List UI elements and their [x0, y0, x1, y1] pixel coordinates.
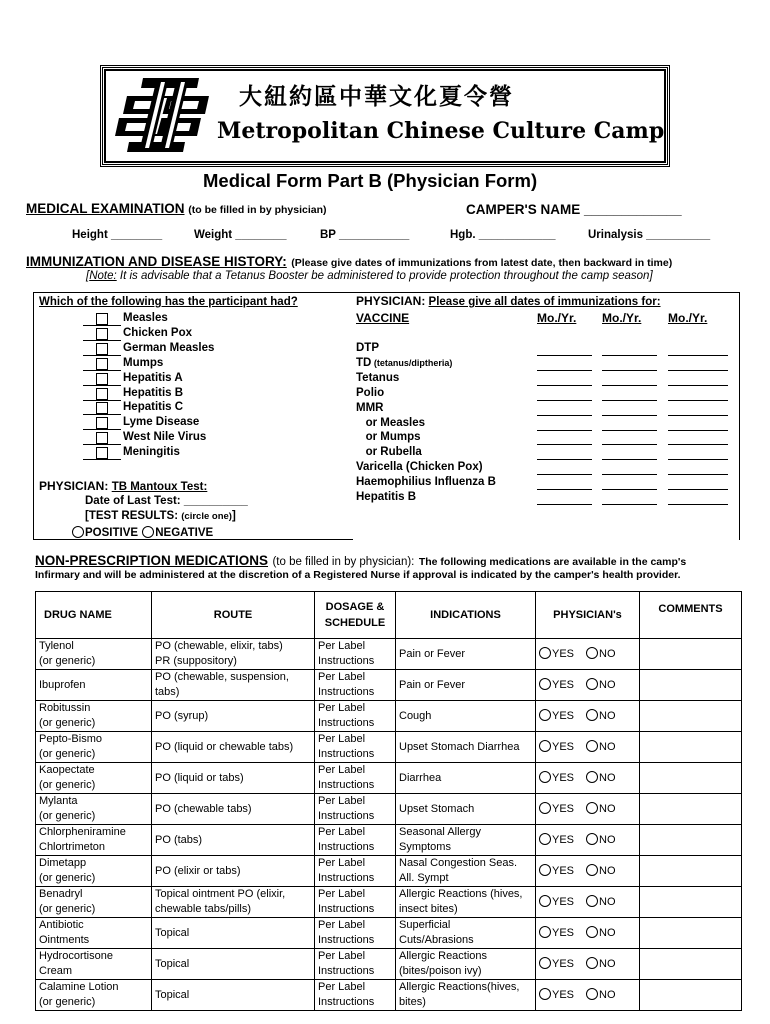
med-exam-row	[26, 201, 327, 216]
negative-label: NEGATIVE	[155, 527, 214, 539]
table-header-row	[36, 592, 742, 639]
no-radio[interactable]	[586, 833, 598, 845]
no-radio[interactable]	[586, 740, 598, 752]
physician-approval-cell	[536, 856, 640, 887]
indications-cell: Allergic Reactions (hives, insect bites)	[396, 887, 536, 918]
disease-checkbox[interactable]	[96, 432, 108, 444]
physician-approval-cell	[536, 670, 640, 701]
camp-title-english: Metropolitan Chinese Culture Camp	[217, 118, 665, 144]
disease-blank-line	[83, 429, 121, 430]
yes-radio[interactable]	[539, 833, 551, 845]
disease-checkbox[interactable]	[96, 388, 108, 400]
drug-name-cell: Robitussin (or generic)	[36, 701, 152, 732]
vaccine-label: Hepatitis B	[356, 491, 417, 503]
nonrx-note: (to be filled in by physician):	[272, 556, 415, 568]
drug-name-cell: Mylanta (or generic)	[36, 794, 152, 825]
disease-checkbox[interactable]	[96, 402, 108, 414]
vaccine-date-blank[interactable]	[602, 415, 657, 416]
yes-radio[interactable]	[539, 771, 551, 783]
vaccine-date-blank[interactable]	[602, 444, 657, 445]
indications-cell: Pain or Fever	[396, 639, 536, 670]
vaccine-date-blank[interactable]	[537, 385, 592, 386]
col-dosage: DOSAGE & SCHEDULE	[315, 592, 396, 639]
disease-label: Lyme Disease	[123, 416, 200, 429]
nonrx-text-2: Infirmary and will be administered at the discretion of a Registered Nurse if approval is indicated by the camper's health provider.	[35, 569, 681, 581]
weight-field[interactable]: Weight ________	[194, 229, 287, 241]
disease-label: Hepatitis A	[123, 371, 183, 384]
yes-label: YES	[552, 678, 575, 691]
vaccine-date-blank[interactable]	[537, 415, 592, 416]
dosage-cell: Per Label Instructions	[315, 732, 396, 763]
vaccine-date-blank[interactable]	[537, 489, 592, 490]
route-cell: PO (liquid or tabs)	[152, 763, 315, 794]
header-box	[100, 65, 670, 167]
dosage-cell: Per Label Instructions	[315, 670, 396, 701]
no-radio[interactable]	[586, 957, 598, 969]
table-row	[36, 794, 742, 825]
no-label: NO	[599, 678, 616, 691]
route-cell: Topical	[152, 980, 315, 1011]
date-header-1: Mo./Yr.	[537, 311, 577, 325]
dosage-cell: Per Label Instructions	[315, 887, 396, 918]
disease-label: Mumps	[123, 356, 164, 369]
vaccine-label: Varicella (Chicken Pox)	[356, 461, 483, 474]
vaccine-date-blank[interactable]	[602, 355, 657, 356]
vaccine-label: or Measles	[356, 416, 426, 429]
immunization-heading-row	[26, 253, 672, 271]
med-exam-note: (to be filled in by physician)	[188, 204, 327, 216]
vaccine-date-blank[interactable]	[668, 504, 728, 505]
vaccine-date-blank[interactable]	[602, 489, 657, 490]
no-radio[interactable]	[586, 678, 598, 690]
route-cell: PO (tabs)	[152, 825, 315, 856]
vaccine-label: MMR	[356, 401, 384, 414]
no-label: NO	[599, 771, 616, 784]
tb-result-options	[72, 526, 213, 539]
route-cell: Topical ointment PO (elixir, chewable tabs/pills)	[152, 887, 315, 918]
nonrx-heading-row	[35, 552, 686, 570]
col-physician: PHYSICIAN's	[536, 592, 640, 639]
comments-cell[interactable]	[640, 794, 742, 825]
dosage-cell: Per Label Instructions	[315, 980, 396, 1011]
yes-label: YES	[552, 709, 575, 722]
vaccine-date-blank[interactable]	[668, 474, 728, 475]
route-cell: PO (liquid or chewable tabs)	[152, 732, 315, 763]
positive-radio[interactable]	[72, 526, 84, 538]
col-drug-name: DRUG NAME	[36, 592, 152, 639]
disease-blank-line	[83, 355, 121, 356]
height-field[interactable]: Height ________	[72, 229, 163, 241]
vaccine-date-blank[interactable]	[668, 400, 728, 401]
yes-label: YES	[552, 864, 575, 877]
vaccine-date-blank[interactable]	[668, 385, 728, 386]
vaccine-label: or Mumps	[356, 431, 421, 444]
disease-checkbox[interactable]	[96, 343, 108, 355]
no-label: NO	[599, 833, 616, 846]
camp-title-chinese: 大紐約區中華文化夏令營	[239, 83, 514, 110]
comments-cell[interactable]	[640, 918, 742, 949]
disease-blank-line	[83, 385, 121, 386]
physician-approval-cell	[536, 980, 640, 1011]
table-row	[36, 887, 742, 918]
indications-cell: Cough	[396, 701, 536, 732]
vaccine-label: Haemophilius Influenza B	[356, 476, 496, 489]
no-radio[interactable]	[586, 802, 598, 814]
vaccine-date-blank[interactable]	[668, 355, 728, 356]
yes-radio[interactable]	[539, 678, 551, 690]
route-cell: Topical	[152, 918, 315, 949]
vaccine-date-blank[interactable]	[537, 459, 592, 460]
vaccine-date-blank[interactable]	[602, 504, 657, 505]
nonrx-text-1: The following medications are available in the camp's	[418, 556, 687, 568]
camp-logo-icon	[113, 74, 213, 156]
disease-blank-line	[83, 340, 121, 341]
yes-radio[interactable]	[539, 957, 551, 969]
disease-label: Hepatitis B	[123, 386, 184, 399]
vaccine-date-blank[interactable]	[602, 370, 657, 371]
table-row	[36, 825, 742, 856]
dosage-cell: Per Label Instructions	[315, 794, 396, 825]
route-cell: PO (syrup)	[152, 701, 315, 732]
disease-question: Which of the following has the participant had?	[39, 296, 298, 308]
yes-radio[interactable]	[539, 709, 551, 721]
campers-name-field[interactable]: CAMPER'S NAME _____________	[466, 202, 682, 217]
comments-cell[interactable]	[640, 639, 742, 670]
route-cell: PO (chewable tabs)	[152, 794, 315, 825]
comments-cell[interactable]	[640, 732, 742, 763]
vaccine-label: Tetanus	[356, 371, 400, 384]
medications-table	[35, 591, 742, 1011]
col-comments: COMMENTS	[640, 592, 742, 639]
drug-name-cell: Antibiotic Ointments	[36, 918, 152, 949]
table-row	[36, 763, 742, 794]
vaccine-date-blank[interactable]	[537, 430, 592, 431]
no-label: NO	[599, 957, 616, 970]
no-radio[interactable]	[586, 771, 598, 783]
drug-name-cell: Calamine Lotion (or generic)	[36, 980, 152, 1011]
dosage-cell: Per Label Instructions	[315, 701, 396, 732]
route-cell: PO (chewable, elixir, tabs) PR (suppository)	[152, 639, 315, 670]
vaccine-date-blank[interactable]	[668, 370, 728, 371]
yes-radio[interactable]	[539, 926, 551, 938]
yes-label: YES	[552, 802, 575, 815]
comments-cell[interactable]	[640, 980, 742, 1011]
physician-approval-cell	[536, 639, 640, 670]
disease-checkbox[interactable]	[96, 358, 108, 370]
yes-radio[interactable]	[539, 988, 551, 1000]
vaccine-date-blank[interactable]	[668, 430, 728, 431]
indications-cell: Pain or Fever	[396, 670, 536, 701]
disease-blank-line	[83, 370, 121, 371]
disease-label: Meningitis	[123, 446, 180, 459]
drug-name-cell: Chlorpheniramine Chlortrimeton	[36, 825, 152, 856]
immunization-heading: IMMUNIZATION AND DISEASE HISTORY:	[26, 254, 287, 269]
vaccine-date-blank[interactable]	[668, 444, 728, 445]
dosage-cell: Per Label Instructions	[315, 949, 396, 980]
disease-checkbox[interactable]	[96, 417, 108, 429]
disease-label: Chicken Pox	[123, 326, 193, 339]
yes-radio[interactable]	[539, 740, 551, 752]
vaccine-date-blank[interactable]	[537, 355, 592, 356]
no-label: NO	[599, 709, 616, 722]
indications-cell: Superficial Cuts/Abrasions	[396, 918, 536, 949]
drug-name-cell: Dimetapp (or generic)	[36, 856, 152, 887]
indications-cell: Upset Stomach	[396, 794, 536, 825]
no-label: NO	[599, 864, 616, 877]
table-row	[36, 701, 742, 732]
route-cell: PO (elixir or tabs)	[152, 856, 315, 887]
no-label: NO	[599, 895, 616, 908]
yes-radio[interactable]	[539, 647, 551, 659]
date-header-2: Mo./Yr.	[602, 311, 642, 325]
dosage-cell: Per Label Instructions	[315, 639, 396, 670]
table-row	[36, 732, 742, 763]
vaccine-date-blank[interactable]	[668, 459, 728, 460]
no-radio[interactable]	[586, 647, 598, 659]
no-label: NO	[599, 988, 616, 1001]
drug-name-cell: Benadryl (or generic)	[36, 887, 152, 918]
table-row	[36, 980, 742, 1011]
dosage-cell: Per Label Instructions	[315, 763, 396, 794]
bp-field[interactable]: BP ___________	[320, 229, 410, 241]
urinalysis-field[interactable]: Urinalysis __________	[588, 229, 711, 241]
disease-label: Hepatitis C	[123, 401, 184, 414]
table-row	[36, 918, 742, 949]
vaccine-date-blank[interactable]	[537, 400, 592, 401]
indications-cell: Allergic Reactions(hives, bites)	[396, 980, 536, 1011]
tb-date-field[interactable]: Date of Last Test: __________	[85, 495, 248, 507]
col-indications: INDICATIONS	[396, 592, 536, 639]
vaccine-date-blank[interactable]	[602, 459, 657, 460]
med-exam-label: MEDICAL EXAMINATION	[26, 201, 185, 216]
vaccine-label: DTP	[356, 342, 379, 354]
yes-label: YES	[552, 895, 575, 908]
physician-approval-cell	[536, 825, 640, 856]
immunization-heading-note: (Please give dates of immunizations from latest date, then backward in time)	[291, 257, 673, 269]
vaccine-label: or Rubella	[356, 446, 422, 459]
no-radio[interactable]	[586, 864, 598, 876]
disease-checkbox[interactable]	[96, 447, 108, 459]
disease-label: Measles	[123, 312, 168, 324]
vaccine-label: Polio	[356, 386, 385, 399]
vaccine-date-blank[interactable]	[668, 415, 728, 416]
vaccine-date-blank[interactable]	[537, 474, 592, 475]
table-row	[36, 949, 742, 980]
vaccine-date-blank[interactable]	[537, 504, 592, 505]
route-cell: PO (chewable, suspension, tabs)	[152, 670, 315, 701]
vaccine-date-blank[interactable]	[537, 370, 592, 371]
positive-label: POSITIVE	[85, 527, 139, 539]
vaccine-header: VACCINE	[356, 311, 410, 325]
physician-approval-cell	[536, 701, 640, 732]
indications-cell: Nasal Congestion Seas. All. Sympt	[396, 856, 536, 887]
dosage-cell: Per Label Instructions	[315, 825, 396, 856]
yes-label: YES	[552, 740, 575, 753]
yes-radio[interactable]	[539, 864, 551, 876]
no-radio[interactable]	[586, 709, 598, 721]
disease-label: German Measles	[123, 341, 215, 354]
comments-cell[interactable]	[640, 825, 742, 856]
disease-blank-line	[83, 444, 121, 445]
disease-blank-line	[83, 400, 121, 401]
disease-blank-line	[83, 414, 121, 415]
disease-blank-line	[83, 459, 121, 460]
yes-label: YES	[552, 988, 575, 1001]
tetanus-note: [Note: It is advisable that a Tetanus Booster be administered to provide protection throughout the camp season]	[86, 270, 653, 282]
route-cell: Topical	[152, 949, 315, 980]
disease-checkbox[interactable]	[96, 328, 108, 340]
yes-label: YES	[552, 647, 575, 660]
dosage-cell: Per Label Instructions	[315, 856, 396, 887]
table-row	[36, 856, 742, 887]
table-row	[36, 639, 742, 670]
date-header-3: Mo./Yr.	[668, 311, 708, 325]
table-row	[36, 670, 742, 701]
yes-label: YES	[552, 771, 575, 784]
vaccine-date-blank[interactable]	[602, 385, 657, 386]
comments-cell[interactable]	[640, 763, 742, 794]
comments-cell[interactable]	[640, 856, 742, 887]
no-radio[interactable]	[586, 926, 598, 938]
vaccine-label: TD (tetanus/diptheria)	[356, 356, 453, 369]
no-radio[interactable]	[586, 895, 598, 907]
physician-approval-cell	[536, 949, 640, 980]
tb-test-row: PHYSICIAN: TB Mantoux Test:	[39, 479, 208, 493]
indications-cell: Upset Stomach Diarrhea	[396, 732, 536, 763]
no-label: NO	[599, 647, 616, 660]
yes-label: YES	[552, 833, 575, 846]
no-radio[interactable]	[586, 988, 598, 1000]
yes-label: YES	[552, 957, 575, 970]
disease-checkbox[interactable]	[96, 313, 108, 325]
no-label: NO	[599, 740, 616, 753]
comments-cell[interactable]	[640, 949, 742, 980]
physician-approval-cell	[536, 763, 640, 794]
disease-blank-line	[83, 325, 121, 326]
vaccine-date-blank[interactable]	[602, 430, 657, 431]
indications-cell: Diarrhea	[396, 763, 536, 794]
indications-cell: Allergic Reactions (bites/poison ivy)	[396, 949, 536, 980]
drug-name-cell: Hydrocortisone Cream	[36, 949, 152, 980]
disease-checkbox[interactable]	[96, 373, 108, 385]
hgb-field[interactable]: Hgb. ____________	[450, 229, 556, 241]
form-title: Medical Form Part B (Physician Form)	[203, 170, 538, 191]
vaccine-date-blank[interactable]	[602, 400, 657, 401]
yes-label: YES	[552, 926, 575, 939]
drug-name-cell: Ibuprofen	[36, 670, 152, 701]
comments-cell[interactable]	[640, 701, 742, 732]
indications-cell: Seasonal Allergy Symptoms	[396, 825, 536, 856]
drug-name-cell: Kaopectate (or generic)	[36, 763, 152, 794]
no-label: NO	[599, 926, 616, 939]
tb-results-row: [TEST RESULTS: (circle one)]	[85, 510, 236, 522]
immunization-box	[33, 292, 740, 540]
physician-approval-cell	[536, 794, 640, 825]
vaccine-date-blank[interactable]	[602, 474, 657, 475]
vaccine-date-blank[interactable]	[668, 489, 728, 490]
disease-label: West Nile Virus	[123, 431, 207, 444]
drug-name-cell: Pepto-Bismo (or generic)	[36, 732, 152, 763]
physician-approval-cell	[536, 732, 640, 763]
no-label: NO	[599, 802, 616, 815]
nonrx-heading: NON-PRESCRIPTION MEDICATIONS	[35, 553, 269, 568]
yes-radio[interactable]	[539, 895, 551, 907]
comments-cell[interactable]	[640, 887, 742, 918]
yes-radio[interactable]	[539, 802, 551, 814]
physician-approval-cell	[536, 887, 640, 918]
drug-name-cell: Tylenol (or generic)	[36, 639, 152, 670]
physician-vaccine-prompt: PHYSICIAN: Please give all dates of immunizations for:	[356, 294, 661, 308]
dosage-cell: Per Label Instructions	[315, 918, 396, 949]
comments-cell[interactable]	[640, 670, 742, 701]
negative-radio[interactable]	[142, 526, 154, 538]
physician-approval-cell	[536, 918, 640, 949]
vaccine-date-blank[interactable]	[537, 444, 592, 445]
col-route: ROUTE	[152, 592, 315, 639]
